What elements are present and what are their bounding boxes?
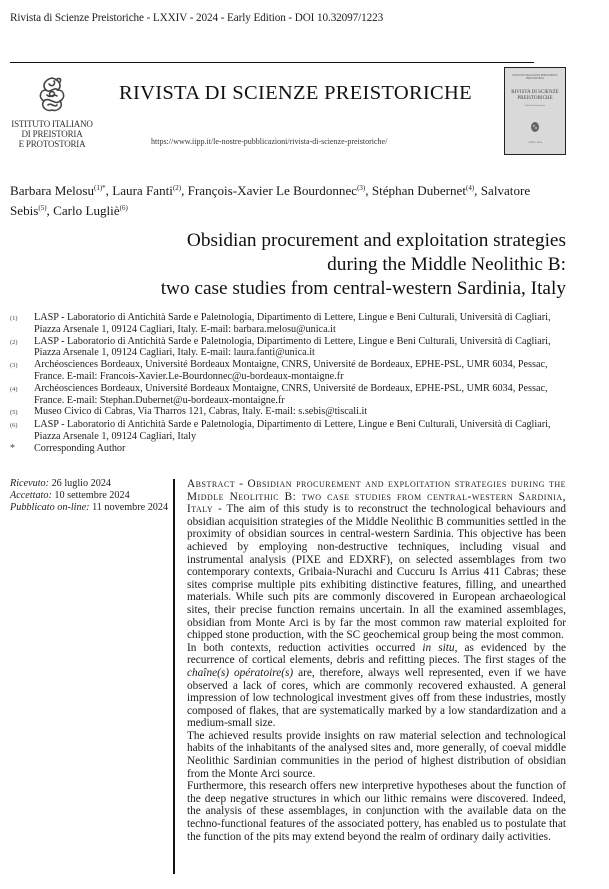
affiliation-text: LASP - Laboratorio di Antichità Sarde e Paletnologia, Dipartimento di Lettere, Lingue e Beni Culturali, Università di Cagliari, Piazza Arsenale 1, 09124 Cagliari, Italy. E-mail: laura.fanti@unica.it [34,335,551,359]
cover-emblem-icon [530,121,540,133]
cover-title-line-1: RIVISTA DI SCIENZE [511,90,559,95]
institute-name-line-2: DI PREISTORIA [21,129,83,139]
abstract-text: are, therefore, always well represented, even if we have observed a lack of cores, which are commonly recovered exhausted. A general impression of low technological investment gives off from these industries, mostly composed of flakes, that are systematically marked by a low standardization and a medium-small size. [187,666,566,730]
article-title-line-2: during the Middle Neolithic B: [327,254,566,275]
header-rule [10,62,534,63]
affiliation-item [10,406,570,419]
knot-emblem-icon [32,74,72,116]
date-accepted [10,490,170,502]
affiliation-number: (1) [10,315,18,322]
abstract-italic: in situ [422,641,455,654]
article-title [46,229,566,301]
affiliation-item [10,312,570,336]
abstract-text: The aim of this study is to reconstruct the technological behaviours and obsidian acquisition strategies of the Middle Neolithic B communities settled in the proximity of obsidian sources in central-western Sardinia. This objective has been achieved by employing non-destructive techniques, including visual and instrumental analysis (PIXE and EDXRF), on selected assemblages from two contemporary contexts, Gribaia-Nurachi and Cuccuru Is Arrius 411 Cabras; these sites comprise multiple pits exhibiting distinctive features, filling, and unearthed materials. While such pits are commonly discovered in European archaeological sites, their precise function remains uncertain. In all the examined assemblages, obsidian from Monte Arci is by far the most common raw material exploited for chipped stone production, with the SC geochemical group being the most common. [187,503,566,642]
affiliation-item [10,336,570,360]
abstract-divider [173,479,175,874]
affiliation-number: (5) [10,409,18,417]
affiliation-item [10,419,570,443]
author-affiliation-marker: (3) [357,184,366,192]
affiliation-number: * [10,442,15,454]
affiliation-number: (2) [10,338,18,346]
date-published [10,502,170,514]
running-head: Rivista di Scienze Preistoriche - LXXIV - 2024 - Early Edition - DOI 10.32097/1223 [10,12,384,24]
affiliation-text: LASP - Laboratorio di Antichità Sarde e Paletnologia, Dipartimento di Lettere, Lingue e Beni Culturali, Università di Cagliari, Piazza Arsenale 1, 09124 Cagliari, Italy. E-mail: barbara.melosu@unica.it [34,312,551,335]
author-list: Barbara Melosu$^{(1)*}$, Laura Fanti$^{(2)}$, François-Xavier Le Bourdonnec$^{(3)}$, Stéphan Dubernet$^{(4)}$, Salvatore Sebis$^{(5)}$, Carlo Lugliè$^{(6)}$ [10,183,531,218]
date-value: 26 luglio 2024 [51,478,112,489]
date-label: Pubblicato on-line: [10,502,90,513]
abstract-text: , as evidenced by the recurrence of cortical elements, debris and refitting pieces. The first stages of the [187,641,566,667]
cover-title-line-2: PREISTORICHE [517,96,553,101]
article-title-line-3: two case studies from central-western Sardinia, Italy [160,278,566,299]
author-affiliation-marker: (1)* [94,184,106,192]
institute-logo [8,74,96,149]
date-value: 10 settembre 2024 [54,490,130,501]
date-value: 11 novembre 2024 [92,502,169,513]
affiliation-item [10,383,570,407]
affiliation-number: (4) [10,385,18,393]
author-name: Laura Fanti [112,183,173,198]
affiliation-number: (6) [10,422,18,430]
abstract [187,478,566,843]
abstract-text: In both contexts, reduction activities occurred [187,641,416,654]
affiliation-text: Archéosciences Bordeaux, Université Bordeaux Montaigne, CNRS, Université de Bordeaux, EPHE-PSL, UMR 6034, Pessac, France. E-mail: Stephan.Dubernet@u-bordeaux-montaigne.fr [34,382,548,406]
affiliation-text: Museo Civico di Cabras, Via Tharros 121, Cabras, Italy. E-mail: s.sebis@tiscali.it [34,406,368,418]
date-received [10,478,170,490]
author-affiliation-marker: (4) [466,184,475,192]
affiliation-text: Corresponding Author [34,442,126,454]
abstract-paragraph [187,478,566,642]
abstract-heading: Abstract - Obsidian procurement and exploitation strategies during the Middle Neolithic B: two case studies from central-western Sardinia, Italy - [187,478,566,516]
affiliation-item [10,359,570,383]
author-name: Stéphan Dubernet [371,183,466,198]
author-name: Barbara Melosu [10,183,94,198]
publication-dates [10,478,170,514]
abstract-paragraph [187,642,566,730]
author-affiliation-marker: (2) [172,184,182,192]
abstract-italic: chaîne(s) opératoire(s) [187,666,294,679]
article-title-line-1: Obsidian procurement and exploitation strategies [186,230,566,251]
affiliation-text: LASP - Laboratorio di Antichità Sarde e Paletnologia, Dipartimento di Lettere, Lingue e Beni Culturali, Università di Cagliari, Piazza Arsenale 1, 09124 Cagliari, Italy [34,419,551,442]
affiliation-text: Archéosciences Bordeaux, Université Bordeaux Montaigne, CNRS, Université de Bordeaux, EPHE-PSL, UMR 6034, Pessac, France. E-mail: Francois-Xavier.Le-Bourdonnec@u-bordeaux-montaigne.fr [34,359,548,382]
author-name: François-Xavier Le Bourdonnec [187,183,358,198]
journal-cover-thumbnail [504,67,566,155]
cover-footer: LXXIV 2024 [528,141,542,144]
corresponding-author-note [10,443,570,455]
author-name: Carlo Lugliè [53,202,120,218]
journal-url-link[interactable]: https://www.iipp.it/le-nostre-pubblicazioni/rivista-di-scienze-preistoriche/ [151,137,388,146]
affiliations-list [10,312,570,455]
institute-name-line-3: E PROTOSTORIA [18,139,86,149]
journal-title: RIVISTA DI SCIENZE PREISTORICHE [119,82,472,104]
date-label: Ricevuto: [10,478,50,489]
author-name: Salvatore Sebis [10,183,531,218]
cover-top-line: ISTITUTO ITALIANO DI PREISTORIA E PROTOSTORIA [512,74,558,80]
institute-name-line-1: ISTITUTO ITALIANO [11,119,93,129]
abstract-paragraph: Furthermore, this research offers new interpretive hypotheses about the function of the deep negative structures in which our lithic remains were discovered. Indeed, the analysis of these assemblages, in conjunction with the available data on the techno-functional features of the associated pottery, has enabled us to postulate that the function of the pits may extend beyond the realm of ordinary daily activities. [187,780,566,843]
author-affiliation-marker: (5) [38,203,47,212]
cover-subtitle: Rivista di Preistoria [525,104,545,107]
date-label: Accettato: [10,490,52,501]
author-affiliation-marker: (6) [119,203,128,212]
abstract-paragraph: The achieved results provide insights on raw material selection and technological habits of the inhabitants of the analysed sites and, more generally, of coeval middle Neolithic Sardinian communities in the period of highest distribution of obsidian from the Monte Arci source. [187,729,566,780]
affiliation-number: (3) [10,362,18,370]
